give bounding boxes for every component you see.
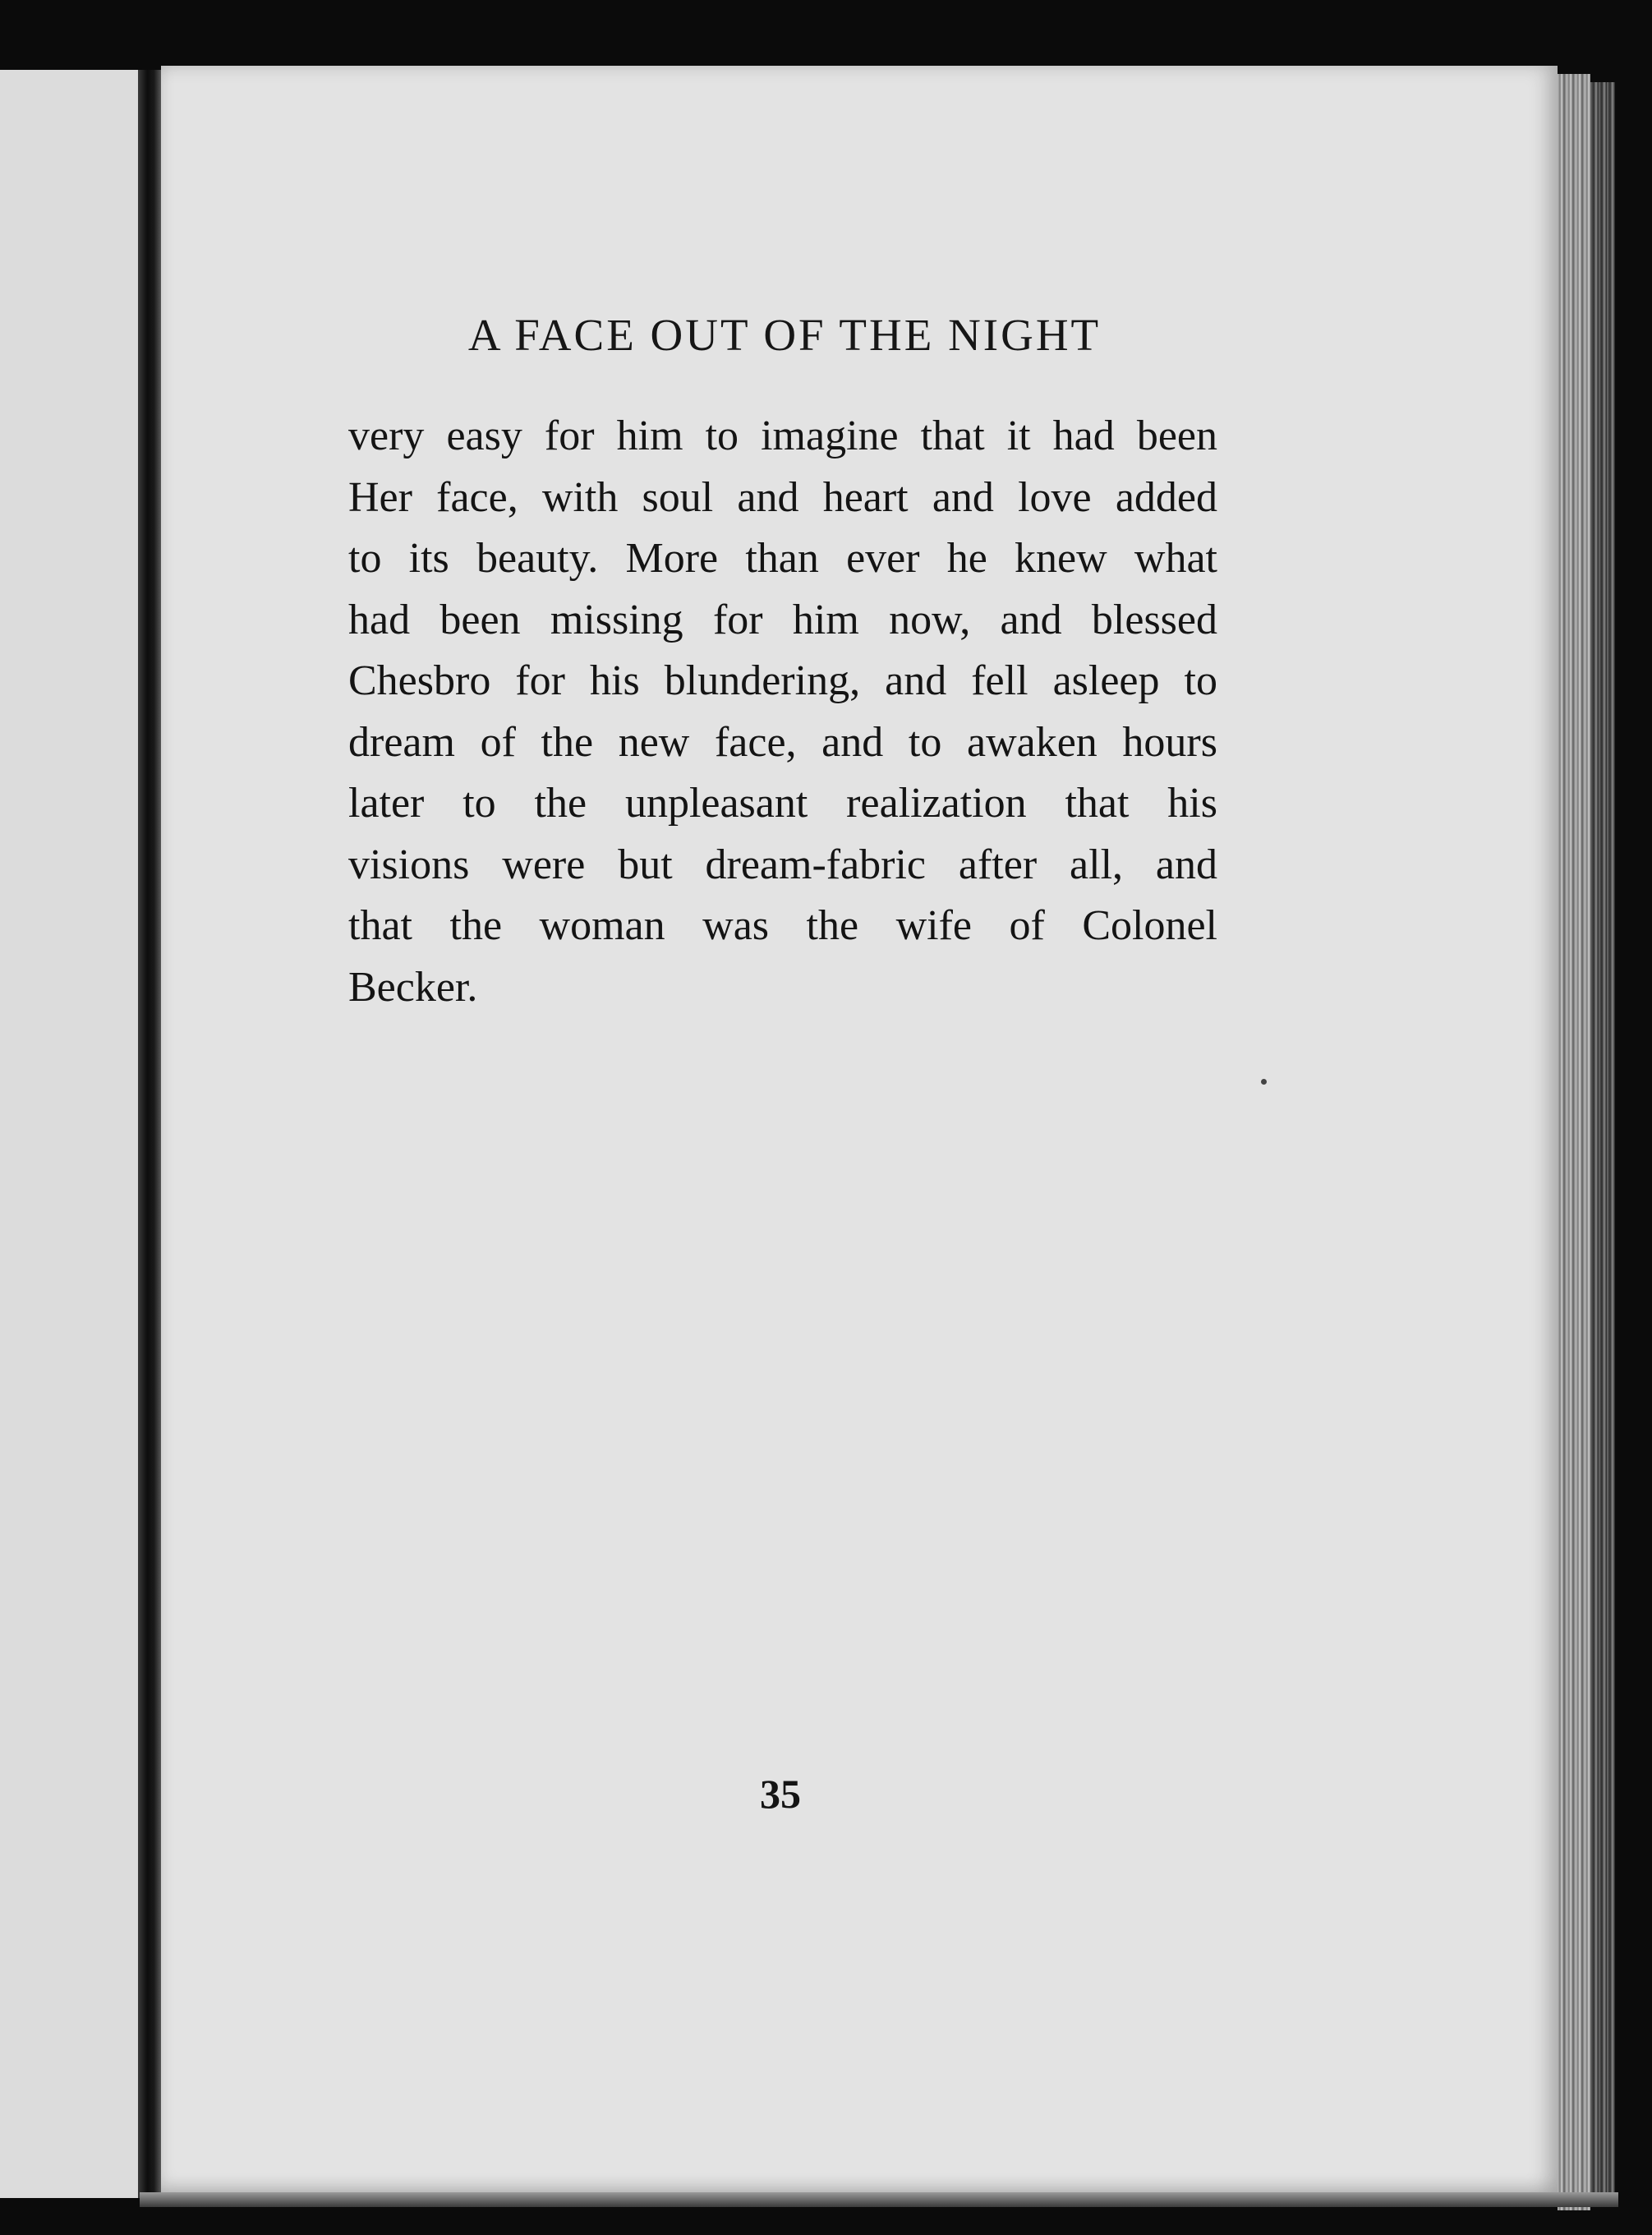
- body-text: [348, 406, 1217, 1018]
- text-line: very easy for him to imagine that it had been: [348, 412, 1217, 459]
- text-line: to its beauty. More than ever he knew what: [348, 535, 1217, 582]
- facing-page-edge: [0, 70, 152, 2198]
- text-line: visions were but dream-fabric after all, and: [348, 841, 1217, 888]
- scan-speck: [1261, 1079, 1267, 1085]
- page-block-edge: [1558, 74, 1590, 2210]
- text-line: dream of the new face, and to awaken hours: [348, 718, 1217, 766]
- text-line: had been missing for him now, and blessed: [348, 596, 1217, 643]
- text-line: later to the unpleasant realization that his: [348, 780, 1217, 827]
- book-gutter: [138, 70, 161, 2198]
- page-bottom-edge: [140, 2192, 1618, 2207]
- text-line: Becker.: [348, 963, 478, 1011]
- text-line: Her face, with soul and heart and love added: [348, 473, 1217, 521]
- book-page: [161, 66, 1558, 2194]
- text-line: Chesbro for his blundering, and fell asleep to: [348, 657, 1217, 704]
- text-line: that the woman was the wife of Colonel: [348, 902, 1217, 949]
- book-cover-edge: [1590, 82, 1615, 2202]
- page-number: 35: [760, 1771, 801, 1817]
- running-head: A FACE OUT OF THE NIGHT: [467, 310, 1102, 360]
